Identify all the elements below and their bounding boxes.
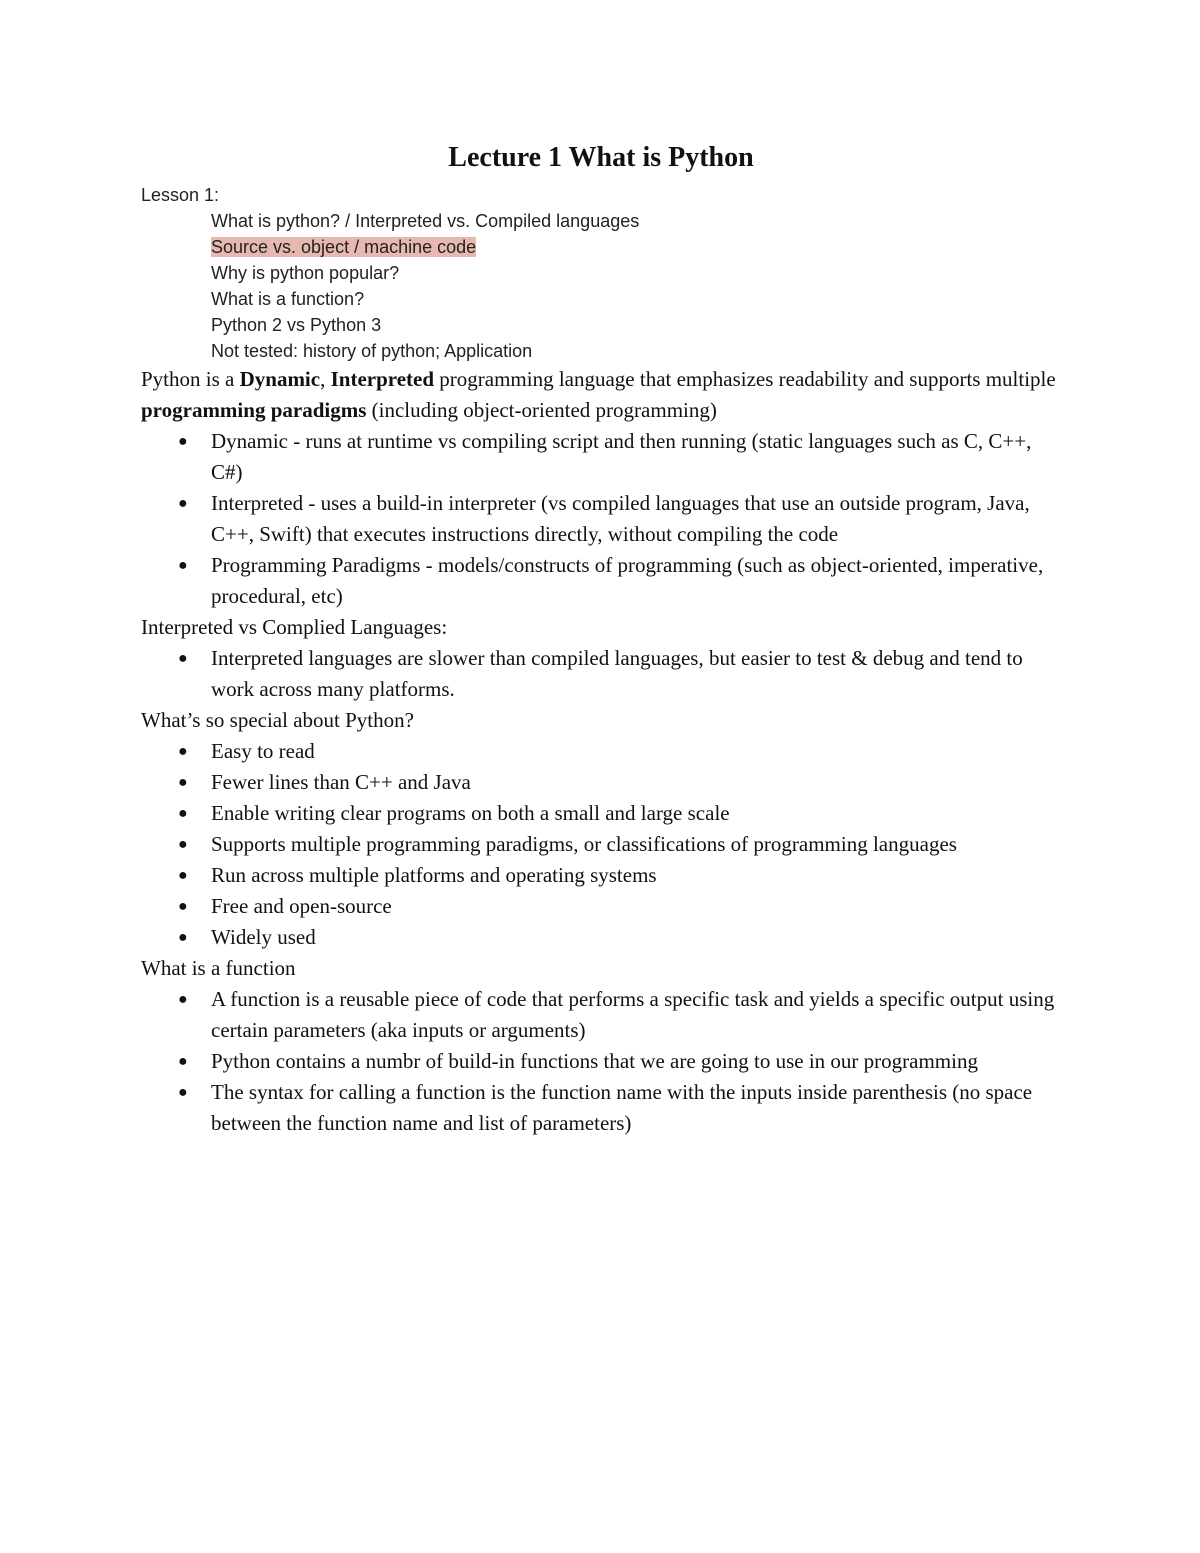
lesson-heading: Lesson 1: bbox=[141, 185, 220, 205]
section-heading-special: What’s so special about Python? bbox=[141, 708, 414, 732]
special-bullet-list bbox=[141, 736, 1061, 953]
bullet-icon: ● bbox=[178, 867, 188, 884]
bullet-item: ● Widely used bbox=[211, 922, 1061, 953]
bullet-icon: ● bbox=[178, 1084, 188, 1101]
section-heading-function: What is a function bbox=[141, 956, 296, 980]
lesson-item-highlighted bbox=[211, 234, 1061, 260]
bullet-icon: ● bbox=[178, 836, 188, 853]
bullet-item: ● Dynamic - runs at runtime vs compiling script and then running (static languages such as C, C++, C#) bbox=[211, 426, 1061, 488]
lesson-item: What is python? / Interpreted vs. Compiled languages bbox=[211, 211, 640, 231]
bullet-item: ● A function is a reusable piece of code that performs a specific task and yields a specific output using certain parameters (aka inputs or arguments) bbox=[211, 984, 1061, 1046]
page-title: Lecture 1 What is Python bbox=[448, 142, 754, 173]
bullet-item: ● Interpreted languages are slower than compiled languages, but easier to test & debug and tend to work across many platforms. bbox=[211, 643, 1061, 705]
bullet-icon: ● bbox=[178, 495, 188, 512]
bullet-item: ● Enable writing clear programs on both a small and large scale bbox=[211, 798, 1061, 829]
lesson-item: Not tested: history of python; Application bbox=[211, 341, 533, 361]
lesson-item: Why is python popular? bbox=[211, 263, 400, 283]
lesson-item: What is a function? bbox=[211, 289, 365, 309]
interpreted-bullet-list bbox=[141, 643, 1061, 705]
bullet-item: ● Python contains a numbr of build-in functions that we are going to use in our programming bbox=[211, 1046, 1061, 1077]
lesson-item: Python 2 vs Python 3 bbox=[211, 315, 382, 335]
bullet-icon: ● bbox=[178, 929, 188, 946]
bullet-icon: ● bbox=[178, 433, 188, 450]
bold-term: Interpreted bbox=[330, 367, 435, 391]
bullet-item: ● Interpreted - uses a build-in interpreter (vs compiled languages that use an outside program, Java, C++, Swift) that executes instructions directly, without compiling the code bbox=[211, 488, 1061, 550]
intro-paragraph: Python is a Dynamic, Interpreted programming language that emphasizes readability and supports multiple programming paradigms (including object-oriented programming) bbox=[141, 367, 1056, 422]
bullet-item: ● Fewer lines than C++ and Java bbox=[211, 767, 1061, 798]
intro-bullet-list bbox=[141, 426, 1061, 612]
lesson-outline bbox=[141, 208, 1061, 364]
bullet-icon: ● bbox=[178, 774, 188, 791]
bullet-icon: ● bbox=[178, 991, 188, 1008]
bullet-icon: ● bbox=[178, 898, 188, 915]
function-bullet-list bbox=[141, 984, 1061, 1139]
bullet-item: ● Run across multiple platforms and operating systems bbox=[211, 860, 1061, 891]
bullet-item: ● The syntax for calling a function is the function name with the inputs inside parenthesis (no space between the function name and list of parameters) bbox=[211, 1077, 1061, 1139]
document-page bbox=[141, 140, 1061, 1139]
bullet-item: ● Programming Paradigms - models/constructs of programming (such as object-oriented, imperative, procedural, etc) bbox=[211, 550, 1061, 612]
highlighted-text: Source vs. object / machine code bbox=[211, 237, 477, 257]
bullet-icon: ● bbox=[178, 743, 188, 760]
section-heading-interpreted: Interpreted vs Complied Languages: bbox=[141, 615, 448, 639]
bullet-icon: ● bbox=[178, 1053, 188, 1070]
bullet-icon: ● bbox=[178, 650, 188, 667]
bullet-icon: ● bbox=[178, 805, 188, 822]
bullet-item: ● Supports multiple programming paradigms, or classifications of programming languages bbox=[211, 829, 1061, 860]
bullet-item: ● Free and open-source bbox=[211, 891, 1061, 922]
bullet-item: ● Easy to read bbox=[211, 736, 1061, 767]
bold-term: Dynamic bbox=[239, 367, 321, 391]
bold-term: programming paradigms bbox=[141, 398, 367, 422]
bullet-icon: ● bbox=[178, 557, 188, 574]
